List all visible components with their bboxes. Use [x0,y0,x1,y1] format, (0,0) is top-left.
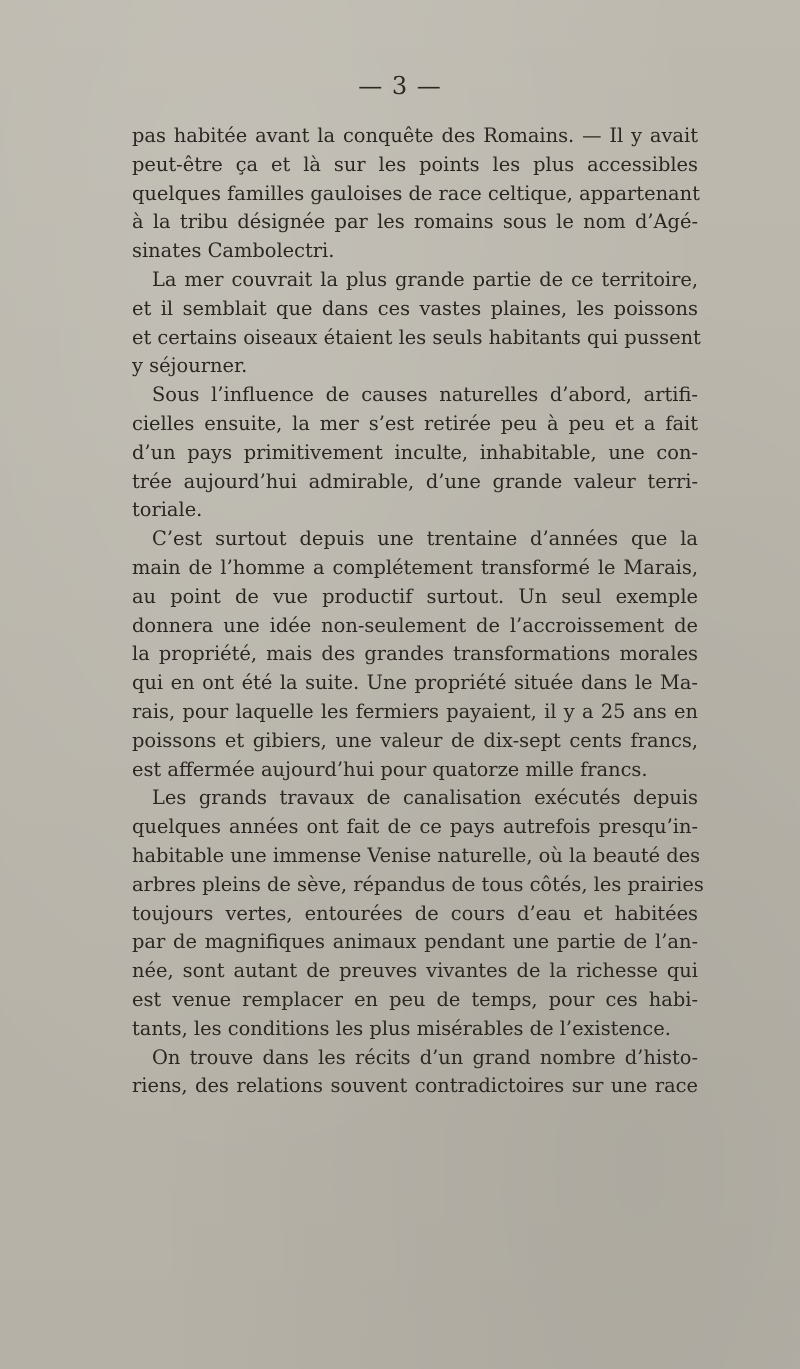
text-line: quelques familles gauloises de race celtique, appartenant [132,181,700,205]
text-line: La mer couvrait la plus grande partie de ce territoire, [152,267,698,291]
text-line: main de l’homme a complétement transformé le Marais, [132,555,698,579]
text-line: quelques années ont fait de ce pays autrefois presqu’in- [132,815,698,839]
text-line: par de magnifiques animaux pendant une partie de l’an- [132,930,698,954]
text-line: rais, pour laquelle les fermiers payaient, il y a 25 ans en [132,699,698,723]
text-line: cielles ensuite, la mer s’est retirée peu à peu et a fait [132,411,698,435]
text-line: Sous l’influence de causes naturelles d’abord, artifi- [152,383,698,407]
text-line: peut-être ça et là sur les points les plus accessibles [132,152,698,176]
body-text [132,122,704,1101]
text-line: y séjourner. [132,354,248,378]
text-line: est affermée aujourd’hui pour quatorze mille francs. [132,757,648,781]
text-line: arbres pleins de sève, répandus de tous côtés, les prairies [132,872,704,896]
text-line: trée aujourd’hui admirable, d’une grande valeur terri- [132,469,698,493]
text-line: qui en ont été la suite. Une propriété située dans le Ma- [132,671,698,695]
text-line: riens, des relations souvent contradictoires sur une race [132,1074,698,1098]
text-line: à la tribu désignée par les romains sous le nom d’Agé- [132,210,698,234]
text-line: habitable une immense Venise naturelle, où la beauté des [132,843,701,867]
text-line: donnera une idée non-seulement de l’accroissement de [132,613,698,637]
text-line: et il semblait que dans ces vastes plaines, les poissons [132,296,698,320]
text-line: la propriété, mais des grandes transformations morales [132,642,698,666]
text-line: d’un pays primitivement inculte, inhabitable, une con- [132,440,698,464]
text-line: toriale. [132,498,203,522]
text-line: née, sont autant de preuves vivantes de la richesse qui [132,959,698,983]
text-line: pas habitée avant la conquête des Romains. — Il y avait [132,124,698,147]
text-line: tants, les conditions les plus misérables de l’existence. [132,1016,671,1040]
text-line: C’est surtout depuis une trentaine d’années que la [152,527,698,551]
text-line: poissons et gibiers, une valeur de dix-sept cents francs, [132,728,698,752]
text-line: sinates Cambolectri. [132,239,335,263]
text-line: On trouve dans les récits d’un grand nombre d’histo- [152,1045,698,1069]
page-number: — 3 — [358,72,442,100]
text-line: toujours vertes, entourées de cours d’eau et habitées [132,901,698,925]
text-line: et certains oiseaux étaient les seuls habitants qui pussent [132,325,701,349]
text-line: au point de vue productif surtout. Un seul exemple [132,584,698,608]
text-line: Les grands travaux de canalisation exécutés depuis [152,786,698,810]
text-line: est venue remplacer en peu de temps, pour ces habi- [132,987,698,1011]
